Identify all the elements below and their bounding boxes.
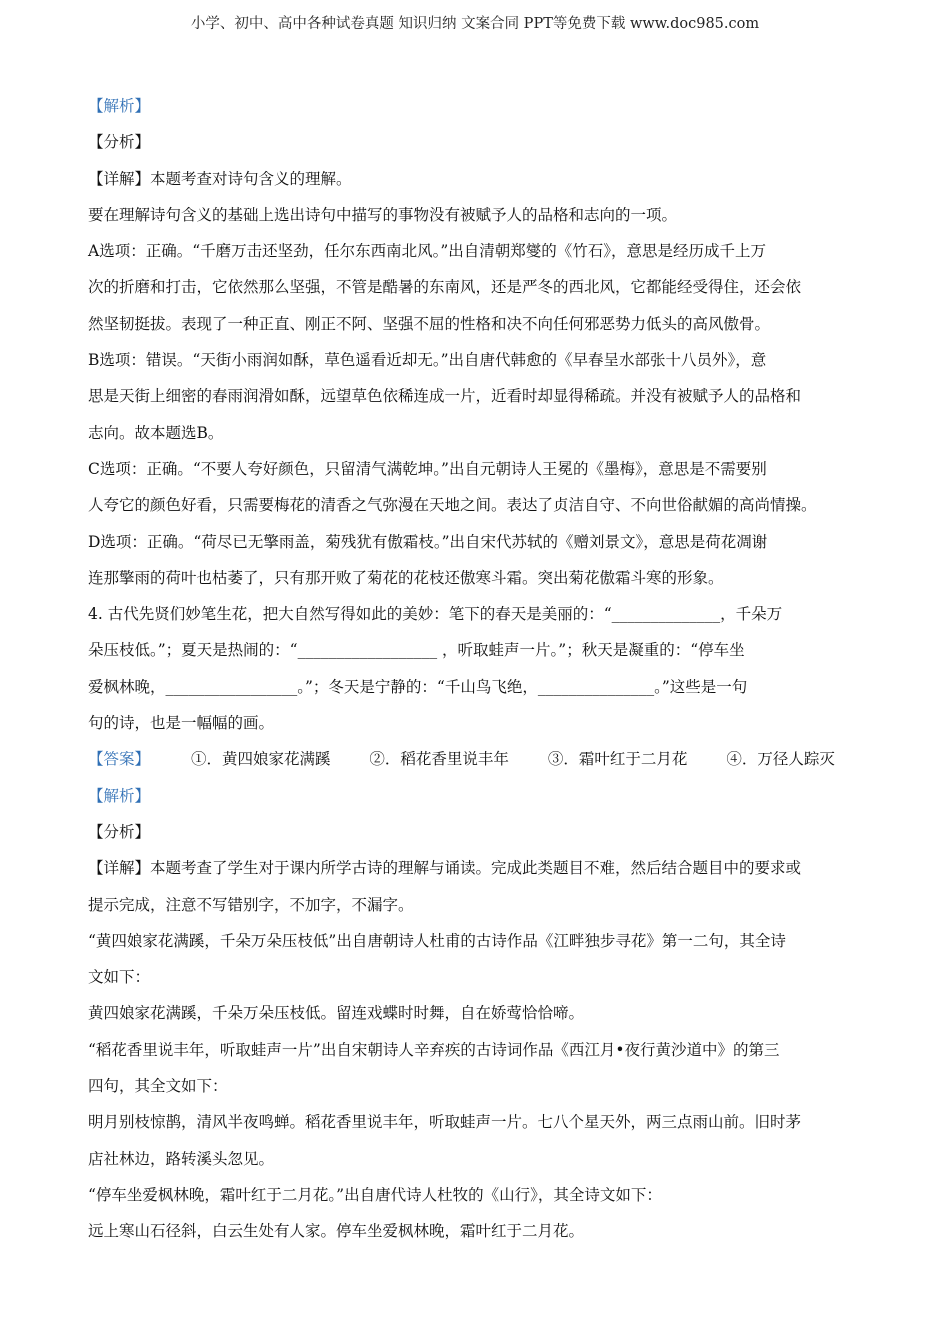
paragraph-line: 文如下：: [88, 968, 151, 987]
question-line: 爱枫林晚，_________________。”；冬天是宁静的：“千山鸟飞绝，_______________。”这些是一句: [88, 677, 748, 696]
paragraph-line: 【详解】本题考查了学生对于课内所学古诗的理解与诵读。完成此类题目不难，然后结合题目中的要求或: [88, 859, 802, 878]
answer-row: [88, 741, 868, 777]
question-line: 句的诗，也是一幅幅的画。: [88, 714, 275, 733]
document-body: [88, 88, 868, 1250]
question-line: 朵压枝低。”；夏天是热闹的：“__________________ ，听取蛙声一片。”；秋天是凝重的：“停车坐: [88, 641, 745, 660]
section-label-breakdown: 【分析】: [88, 822, 151, 841]
paragraph-line: B选项：错误。“天街小雨润如酥，草色遥看近却无。”出自唐代韩愈的《早春呈水部张十八员外》，意: [88, 351, 767, 370]
answer-item: ③．霜叶红于二月花: [547, 750, 688, 769]
paragraph-line: 要在理解诗句含义的基础上选出诗句中描写的事物没有被赋予人的品格和志向的一项。: [88, 205, 678, 224]
paragraph-line: 远上寒山石径斜，白云生处有人家。停车坐爱枫林晚，霜叶红于二月花。: [88, 1222, 585, 1241]
paragraph-line: “稻花香里说丰年，听取蛙声一片”出自宋朝诗人辛弃疾的古诗词作品《西江月•夜行黄沙道中》的第三: [88, 1040, 780, 1059]
paragraph-line: 次的折磨和打击，它依然那么坚强，不管是酷暑的东南风，还是严冬的西北风，它都能经受得住，还会依: [88, 278, 802, 297]
section-label-breakdown: 【分析】: [88, 133, 151, 152]
paragraph-line: 【详解】本题考查对诗句含义的理解。: [88, 169, 352, 188]
answer-item: ②．稻花香里说丰年: [369, 750, 509, 769]
paragraph-line: 提示完成，注意不写错别字，不加字，不漏字。: [88, 895, 414, 914]
paragraph-line: C选项：正确。“不要人夸好颜色，只留清气满乾坤。”出自元朝诗人王冕的《墨梅》，意思是不需要别: [88, 459, 767, 478]
paragraph-line: “黄四娘家花满蹊，千朵万朵压枝低”出自唐朝诗人杜甫的古诗作品《江畔独步寻花》第一二句，其全诗: [88, 931, 786, 950]
section-label-analysis: 【解析】: [88, 97, 151, 115]
answer-item: ④．万径人踪灭: [726, 750, 835, 769]
paragraph-line: 四句，其全文如下：: [88, 1077, 228, 1096]
answer-label: 【答案】: [88, 750, 151, 769]
paragraph-line: 志向。故本题选B。: [88, 423, 224, 442]
answer-item: ①．黄四娘家花满蹊: [190, 750, 331, 769]
paragraph-line: 思是天街上细密的春雨润滑如酥，远望草色依稀连成一片，近看时却显得稀疏。并没有被赋予人的品格和: [88, 387, 802, 406]
section-label-analysis: 【解析】: [88, 786, 151, 805]
paragraph-line: “停车坐爱枫林晚，霜叶红于二月花。”出自唐代诗人杜牧的《山行》，其全诗文如下：: [88, 1185, 662, 1204]
paragraph-line: 连那擎雨的荷叶也枯萎了，只有那开败了菊花的花枝还傲寒斗霜。突出菊花傲霜斗寒的形象。: [88, 568, 724, 587]
paragraph-line: 人夸它的颜色好看，只需要梅花的清香之气弥漫在天地之间。表达了贞洁自守、不向世俗献媚的高尚情操。: [88, 496, 817, 515]
paragraph-line: 明月别枝惊鹊，清风半夜鸣蝉。稻花香里说丰年，听取蛙声一片。七八个星天外，两三点雨山前。旧时茅: [88, 1113, 802, 1132]
paragraph-line: A选项：正确。“千磨万击还坚劲，任尔东西南北风。”出自清朝郑燮的《竹石》，意思是经历成千上万: [88, 242, 767, 261]
paragraph-line: D选项：正确。“荷尽已无擎雨盖，菊残犹有傲霜枝。”出自宋代苏轼的《赠刘景文》，意思是荷花凋谢: [88, 532, 768, 551]
paragraph-line: 黄四娘家花满蹊，千朵万朵压枝低。留连戏蝶时时舞，自在娇莺恰恰啼。: [88, 1004, 585, 1023]
question-line: 4. 古代先贤们妙笔生花，把大自然写得如此的美妙：笔下的春天是美丽的：“______________，千朵万: [88, 605, 783, 624]
page-header: 小学、初中、高中各种试卷真题 知识归纳 文案合同 PPT等免费下载 www.doc985.com: [190, 16, 760, 32]
paragraph-line: 然坚韧挺拔。表现了一种正直、刚正不阿、坚强不屈的性格和决不向任何邪恶势力低头的高风傲骨。: [88, 314, 771, 333]
paragraph-line: 店社林边，路转溪头忽见。: [88, 1149, 275, 1168]
